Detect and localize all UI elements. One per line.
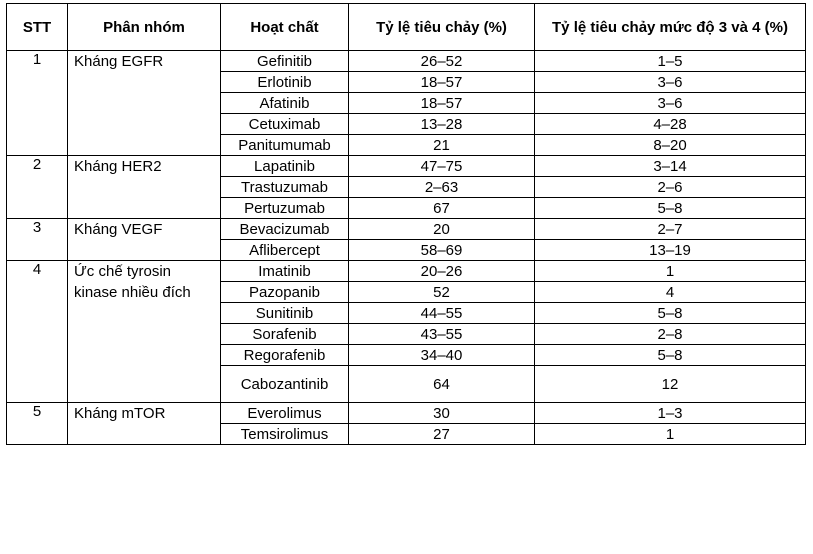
- rate-grade-3-4-cell: 4: [535, 282, 806, 303]
- rate-cell: 58–69: [349, 240, 535, 261]
- rate-grade-3-4-cell: 2–6: [535, 177, 806, 198]
- rate-cell: 47–75: [349, 156, 535, 177]
- rate-cell: 64: [349, 366, 535, 403]
- header-group: Phân nhóm: [68, 4, 221, 51]
- table-row: [7, 51, 806, 72]
- drug-cell: Lapatinib: [221, 156, 349, 177]
- drug-cell: Bevacizumab: [221, 219, 349, 240]
- group-cell: Ức chế tyrosin kinase nhiều đích: [68, 261, 221, 403]
- rate-cell: 20–26: [349, 261, 535, 282]
- rate-cell: 21: [349, 135, 535, 156]
- drug-cell: Afatinib: [221, 93, 349, 114]
- rate-grade-3-4-cell: 1–5: [535, 51, 806, 72]
- rate-cell: 18–57: [349, 93, 535, 114]
- stt-cell: 2: [7, 156, 68, 219]
- rate-cell: 52: [349, 282, 535, 303]
- drug-cell: Gefinitib: [221, 51, 349, 72]
- rate-cell: 18–57: [349, 72, 535, 93]
- drug-cell: Pertuzumab: [221, 198, 349, 219]
- rate-grade-3-4-cell: 13–19: [535, 240, 806, 261]
- header-rate: Tỷ lệ tiêu chảy (%): [349, 4, 535, 51]
- rate-cell: 34–40: [349, 345, 535, 366]
- rate-cell: 13–28: [349, 114, 535, 135]
- stt-cell: 4: [7, 261, 68, 403]
- rate-grade-3-4-cell: 2–7: [535, 219, 806, 240]
- rate-grade-3-4-cell: 1: [535, 261, 806, 282]
- drug-cell: Aflibercept: [221, 240, 349, 261]
- rate-grade-3-4-cell: 3–6: [535, 72, 806, 93]
- drug-cell: Erlotinib: [221, 72, 349, 93]
- stt-cell: 5: [7, 403, 68, 445]
- table-row: [7, 156, 806, 177]
- header-row: [7, 4, 806, 51]
- rate-grade-3-4-cell: 3–14: [535, 156, 806, 177]
- header-drug: Hoạt chất: [221, 4, 349, 51]
- group-cell: Kháng HER2: [68, 156, 221, 219]
- rate-cell: 67: [349, 198, 535, 219]
- diarrhea-rate-table: [6, 3, 806, 445]
- rate-grade-3-4-cell: 5–8: [535, 198, 806, 219]
- rate-grade-3-4-cell: 1–3: [535, 403, 806, 424]
- rate-cell: 43–55: [349, 324, 535, 345]
- drug-cell: Panitumumab: [221, 135, 349, 156]
- drug-cell: Sorafenib: [221, 324, 349, 345]
- rate-cell: 2–63: [349, 177, 535, 198]
- rate-grade-3-4-cell: 3–6: [535, 93, 806, 114]
- rate-grade-3-4-cell: 12: [535, 366, 806, 403]
- table-row: [7, 219, 806, 240]
- rate-cell: 44–55: [349, 303, 535, 324]
- stt-cell: 1: [7, 51, 68, 156]
- drug-cell: Everolimus: [221, 403, 349, 424]
- drug-cell: Cabozantinib: [221, 366, 349, 403]
- rate-cell: 30: [349, 403, 535, 424]
- group-cell: Kháng mTOR: [68, 403, 221, 445]
- rate-cell: 27: [349, 424, 535, 445]
- rate-grade-3-4-cell: 5–8: [535, 303, 806, 324]
- drug-cell: Trastuzumab: [221, 177, 349, 198]
- drug-cell: Cetuximab: [221, 114, 349, 135]
- drug-cell: Sunitinib: [221, 303, 349, 324]
- rate-grade-3-4-cell: 2–8: [535, 324, 806, 345]
- drug-cell: Pazopanib: [221, 282, 349, 303]
- rate-grade-3-4-cell: 4–28: [535, 114, 806, 135]
- header-stt: STT: [7, 4, 68, 51]
- rate-cell: 26–52: [349, 51, 535, 72]
- drug-cell: Temsirolimus: [221, 424, 349, 445]
- drug-cell: Imatinib: [221, 261, 349, 282]
- rate-grade-3-4-cell: 5–8: [535, 345, 806, 366]
- group-cell: Kháng VEGF: [68, 219, 221, 261]
- stt-cell: 3: [7, 219, 68, 261]
- group-cell: Kháng EGFR: [68, 51, 221, 156]
- rate-cell: 20: [349, 219, 535, 240]
- header-rate-grade-3-4: Tỷ lệ tiêu chảy mức độ 3 và 4 (%): [535, 4, 806, 51]
- table-row: [7, 403, 806, 424]
- rate-grade-3-4-cell: 8–20: [535, 135, 806, 156]
- table-body: [7, 51, 806, 445]
- rate-grade-3-4-cell: 1: [535, 424, 806, 445]
- drug-cell: Regorafenib: [221, 345, 349, 366]
- table-row: [7, 261, 806, 282]
